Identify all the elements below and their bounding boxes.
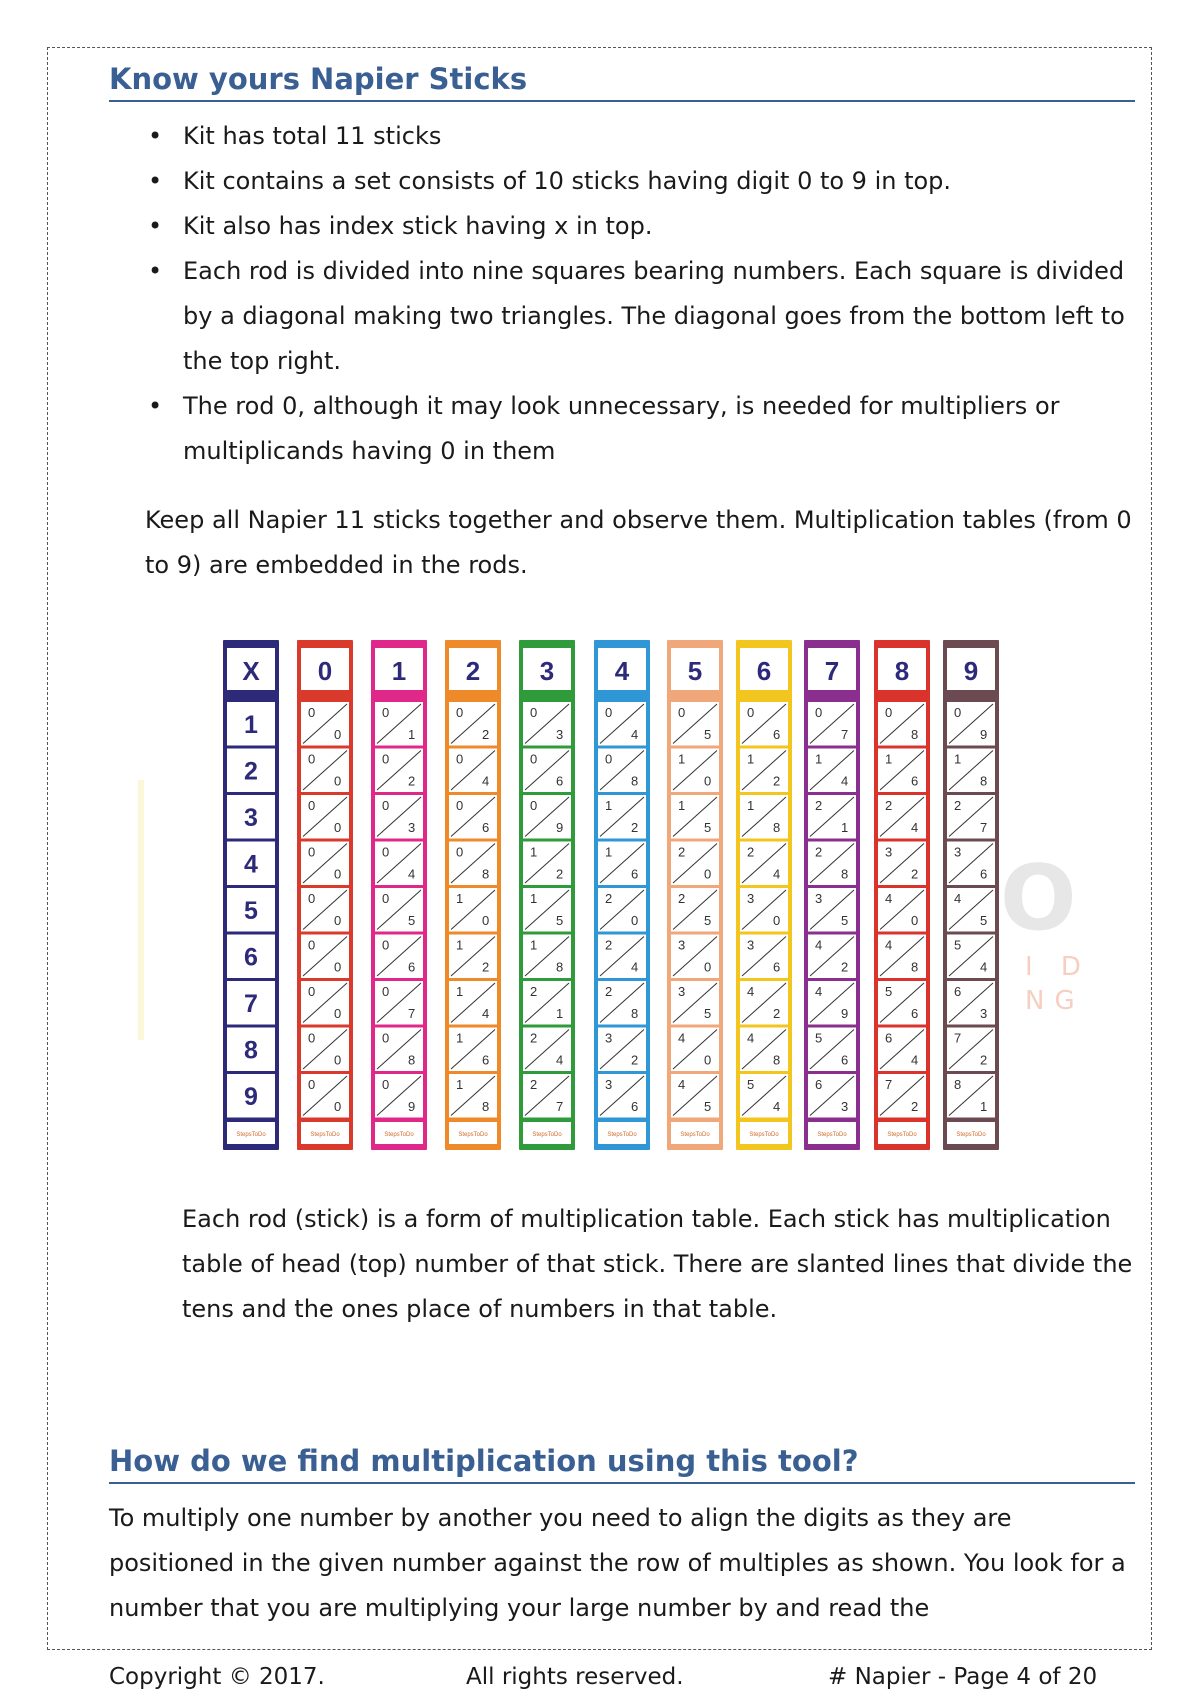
ones-digit: 8 — [911, 959, 919, 975]
ones-digit: 2 — [773, 1006, 781, 1021]
tens-digit: 4 — [815, 937, 823, 953]
tens-digit: 1 — [530, 937, 538, 953]
ones-digit: 6 — [773, 959, 781, 975]
tens-digit: 0 — [605, 751, 613, 767]
ones-digit: 1 — [841, 820, 849, 835]
tens-digit: 0 — [456, 751, 464, 767]
ones-digit: 5 — [841, 913, 849, 928]
tens-digit: 0 — [382, 937, 390, 953]
stick-logo: StepsToDo — [236, 1132, 266, 1138]
tens-digit: 8 — [954, 1077, 962, 1092]
ones-digit: 4 — [980, 959, 988, 975]
watermark-bracket — [138, 780, 184, 1040]
index-row-label: 3 — [244, 804, 258, 832]
tens-digit: 2 — [678, 891, 686, 906]
tens-digit: 0 — [954, 705, 962, 720]
tens-digit: 1 — [456, 937, 464, 953]
tens-digit: 0 — [308, 1030, 316, 1046]
tens-digit: 0 — [308, 844, 316, 860]
tens-digit: 1 — [747, 798, 755, 813]
ones-digit: 3 — [556, 727, 564, 742]
tens-digit: 0 — [885, 705, 893, 720]
watermark-line: I D — [1025, 952, 1091, 982]
tens-digit: 0 — [747, 705, 755, 720]
ones-digit: 8 — [841, 866, 849, 882]
ones-digit: 6 — [408, 959, 416, 975]
index-row-label: 2 — [244, 757, 258, 786]
ones-digit: 4 — [911, 820, 919, 835]
tens-digit: 4 — [678, 1077, 686, 1092]
tens-digit: 0 — [605, 705, 613, 720]
ones-digit: 7 — [556, 1099, 564, 1114]
index-row-label: 7 — [244, 990, 258, 1018]
stick-logo: StepsToDo — [749, 1132, 779, 1138]
tens-digit: 2 — [815, 798, 823, 813]
ones-digit: 9 — [980, 727, 988, 742]
stick-description-paragraph: Each rod (stick) is a form of multiplication table. Each stick has multiplication table of head (top) number of that stick. There are slanted lines that divide the tens and the ones place of numbers in that table. — [182, 1205, 1133, 1323]
stick-head-label: 2 — [465, 656, 481, 686]
ones-digit: 5 — [980, 913, 988, 928]
tens-digit: 0 — [815, 705, 823, 720]
ones-digit: 6 — [482, 1052, 490, 1068]
ones-digit: 3 — [408, 820, 416, 835]
ones-digit: 1 — [408, 727, 416, 742]
tens-digit: 1 — [815, 751, 823, 767]
ones-digit: 8 — [556, 959, 564, 975]
ones-digit: 2 — [911, 1099, 919, 1114]
ones-digit: 0 — [704, 959, 712, 975]
tens-digit: 1 — [678, 798, 686, 813]
tens-digit: 0 — [456, 844, 464, 860]
tens-digit: 3 — [747, 891, 755, 906]
tens-digit: 3 — [678, 984, 686, 999]
tens-digit: 3 — [605, 1077, 613, 1092]
ones-digit: 8 — [911, 727, 919, 742]
bullet-item: • The rod 0, although it may look unnecessary, is needed for multipliers or multiplicands having 0 in them — [145, 384, 1130, 474]
watermark-text — [1025, 950, 1091, 1018]
tens-digit: 0 — [382, 844, 390, 860]
watermark-line: NG — [1025, 986, 1085, 1016]
ones-digit: 6 — [482, 820, 490, 835]
tens-digit: 5 — [954, 937, 962, 953]
tens-digit: 2 — [605, 937, 613, 953]
stick-logo: StepsToDo — [458, 1132, 488, 1138]
section-heading-how-to-multiply: How do we find multiplication using this tool? — [109, 1446, 1135, 1484]
ones-digit: 2 — [773, 773, 781, 789]
tens-digit: 4 — [885, 891, 893, 906]
multiply-instructions-paragraph: To multiply one number by another you need to align the digits as they are positioned in the given number against the row of multiples as shown. You look for a number that you are multiplying your large number by and read the — [109, 1504, 1126, 1622]
ones-digit: 4 — [482, 773, 490, 789]
ones-digit: 0 — [334, 913, 342, 928]
ones-digit: 7 — [841, 727, 849, 742]
tens-digit: 3 — [954, 844, 962, 860]
stick-logo: StepsToDo — [532, 1132, 562, 1138]
index-row-label: 1 — [244, 711, 258, 739]
tens-digit: 1 — [605, 798, 613, 813]
stick-logo: StepsToDo — [887, 1132, 917, 1138]
section-heading-napier-sticks: Know yours Napier Sticks — [109, 64, 1135, 102]
kit-bullet-list — [145, 114, 1130, 474]
index-row-label: 6 — [244, 943, 258, 972]
ones-digit: 8 — [631, 1006, 639, 1021]
tens-digit: 1 — [885, 751, 893, 767]
ones-digit: 7 — [408, 1006, 416, 1021]
tens-digit: 2 — [530, 984, 538, 999]
ones-digit: 0 — [334, 866, 342, 882]
tens-digit: 0 — [382, 891, 390, 906]
footer-copyright: Copyright © 2017. — [109, 1664, 325, 1690]
tens-digit: 6 — [954, 984, 962, 999]
napier-sticks-svg — [215, 636, 1005, 1151]
tens-digit: 0 — [678, 705, 686, 720]
tens-digit: 0 — [382, 798, 390, 813]
ones-digit: 0 — [773, 913, 781, 928]
tens-digit: 1 — [456, 891, 464, 906]
tens-digit: 3 — [605, 1030, 613, 1046]
tens-digit: 4 — [747, 1030, 755, 1046]
stick-logo: StepsToDo — [817, 1132, 847, 1138]
ones-digit: 2 — [631, 820, 639, 835]
ones-digit: 5 — [704, 727, 712, 742]
tens-digit: 2 — [530, 1030, 538, 1046]
tens-digit: 1 — [530, 844, 538, 860]
ones-digit: 0 — [704, 866, 712, 882]
tens-digit: 2 — [815, 844, 823, 860]
stick-head-label: X — [242, 656, 260, 686]
ones-digit: 7 — [980, 820, 988, 835]
tens-digit: 3 — [885, 844, 893, 860]
tens-digit: 2 — [954, 798, 962, 813]
tens-digit: 0 — [530, 705, 538, 720]
ones-digit: 9 — [841, 1006, 849, 1021]
ones-digit: 2 — [911, 866, 919, 882]
ones-digit: 0 — [704, 1052, 712, 1068]
ones-digit: 0 — [704, 773, 712, 789]
tens-digit: 0 — [308, 751, 316, 767]
tens-digit: 0 — [308, 891, 316, 906]
tens-digit: 0 — [456, 798, 464, 813]
ones-digit: 5 — [556, 913, 564, 928]
tens-digit: 0 — [308, 705, 316, 720]
ones-digit: 8 — [482, 866, 490, 882]
ones-digit: 9 — [408, 1099, 416, 1114]
ones-digit: 6 — [911, 1006, 919, 1021]
tens-digit: 6 — [815, 1077, 823, 1092]
ones-digit: 6 — [631, 866, 639, 882]
ones-digit: 2 — [408, 773, 416, 789]
tens-digit: 4 — [747, 984, 755, 999]
bullet-item: • Each rod is divided into nine squares bearing numbers. Each square is divided by a diagonal making two triangles. The diagonal goes from the bottom left to the top right. — [145, 249, 1130, 384]
ones-digit: 4 — [773, 1099, 781, 1114]
index-row-label: 4 — [244, 850, 258, 879]
tens-digit: 0 — [530, 751, 538, 767]
tens-digit: 0 — [382, 1077, 390, 1092]
ones-digit: 4 — [631, 959, 639, 975]
tens-digit: 1 — [530, 891, 538, 906]
ones-digit: 1 — [556, 1006, 564, 1021]
tens-digit: 5 — [885, 984, 893, 999]
ones-digit: 8 — [482, 1099, 490, 1114]
tens-digit: 0 — [456, 705, 464, 720]
tens-digit: 0 — [308, 984, 316, 999]
observe-paragraph: Keep all Napier 11 sticks together and observe them. Multiplication tables (from 0 to 9) are embedded in the rods. — [145, 506, 1132, 579]
footer-page-number: # Napier - Page 4 of 20 — [828, 1664, 1098, 1690]
tens-digit: 7 — [954, 1030, 962, 1046]
stick-logo: StepsToDo — [680, 1132, 710, 1138]
ones-digit: 2 — [841, 959, 849, 975]
ones-digit: 5 — [704, 1099, 712, 1114]
bullet-item: • Kit also has index stick having x in top. — [145, 204, 1130, 249]
tens-digit: 4 — [954, 891, 962, 906]
tens-digit: 0 — [382, 1030, 390, 1046]
ones-digit: 4 — [911, 1052, 919, 1068]
ones-digit: 4 — [631, 727, 639, 742]
stick-logo: StepsToDo — [384, 1132, 414, 1138]
bullet-item: • Kit contains a set consists of 10 sticks having digit 0 to 9 in top. — [145, 159, 1130, 204]
tens-digit: 2 — [530, 1077, 538, 1092]
tens-digit: 7 — [885, 1077, 893, 1092]
ones-digit: 8 — [408, 1052, 416, 1068]
tens-digit: 1 — [605, 844, 613, 860]
stick-logo: StepsToDo — [310, 1132, 340, 1138]
tens-digit: 2 — [605, 891, 613, 906]
stick-head-label: 8 — [894, 656, 910, 686]
index-row-label: 8 — [244, 1036, 258, 1065]
tens-digit: 1 — [747, 751, 755, 767]
ones-digit: 0 — [334, 1099, 342, 1114]
ones-digit: 6 — [556, 773, 564, 789]
ones-digit: 0 — [334, 773, 342, 789]
ones-digit: 9 — [556, 820, 564, 835]
ones-digit: 8 — [773, 820, 781, 835]
ones-digit: 0 — [911, 913, 919, 928]
tens-digit: 3 — [678, 937, 686, 953]
ones-digit: 8 — [773, 1052, 781, 1068]
ones-digit: 4 — [556, 1052, 564, 1068]
tens-digit: 3 — [747, 937, 755, 953]
tens-digit: 0 — [308, 798, 316, 813]
stick-logo: StepsToDo — [607, 1132, 637, 1138]
stick-logo: StepsToDo — [956, 1132, 986, 1138]
stick-head-label: 6 — [756, 656, 772, 686]
ones-digit: 0 — [334, 959, 342, 975]
ones-digit: 4 — [482, 1006, 490, 1021]
tens-digit: 1 — [678, 751, 686, 767]
ones-digit: 5 — [704, 820, 712, 835]
ones-digit: 8 — [980, 773, 988, 789]
ones-digit: 6 — [773, 727, 781, 742]
tens-digit: 0 — [308, 1077, 316, 1092]
footer-rights: All rights reserved. — [466, 1664, 684, 1690]
ones-digit: 2 — [556, 866, 564, 882]
tens-digit: 1 — [456, 1030, 464, 1046]
tens-digit: 0 — [530, 798, 538, 813]
ones-digit: 0 — [334, 1006, 342, 1021]
ones-digit: 2 — [482, 727, 490, 742]
tens-digit: 2 — [678, 844, 686, 860]
napier-sticks-figure — [215, 636, 1005, 1155]
stick-head-label: 4 — [614, 656, 630, 686]
index-row-label: 9 — [244, 1083, 258, 1111]
tens-digit: 2 — [605, 984, 613, 999]
ones-digit: 0 — [334, 820, 342, 835]
ones-digit: 8 — [631, 773, 639, 789]
tens-digit: 0 — [382, 984, 390, 999]
stick-head-label: 3 — [539, 656, 555, 686]
tens-digit: 6 — [885, 1030, 893, 1046]
ones-digit: 2 — [482, 959, 490, 975]
tens-digit: 0 — [382, 751, 390, 767]
ones-digit: 6 — [980, 866, 988, 882]
ones-digit: 0 — [631, 913, 639, 928]
ones-digit: 0 — [482, 913, 490, 928]
ones-digit: 3 — [980, 1006, 988, 1021]
stick-head-label: 9 — [963, 656, 979, 686]
tens-digit: 1 — [954, 751, 962, 767]
ones-digit: 5 — [704, 913, 712, 928]
ones-digit: 5 — [408, 913, 416, 928]
watermark-letter: O — [1000, 846, 1077, 951]
tens-digit: 4 — [885, 937, 893, 953]
tens-digit: 2 — [885, 798, 893, 813]
ones-digit: 6 — [631, 1099, 639, 1114]
ones-digit: 0 — [334, 727, 342, 742]
stick-head-label: 0 — [317, 656, 333, 686]
tens-digit: 2 — [747, 844, 755, 860]
tens-digit: 1 — [456, 984, 464, 999]
ones-digit: 6 — [841, 1052, 849, 1068]
tens-digit: 0 — [382, 705, 390, 720]
tens-digit: 5 — [815, 1030, 823, 1046]
ones-digit: 5 — [704, 1006, 712, 1021]
tens-digit: 4 — [678, 1030, 686, 1046]
ones-digit: 4 — [408, 866, 416, 882]
stick-head-label: 1 — [391, 656, 407, 686]
stick-head-label: 7 — [824, 656, 840, 686]
ones-digit: 4 — [773, 866, 781, 882]
ones-digit: 2 — [631, 1052, 639, 1068]
index-row-label: 5 — [244, 897, 258, 925]
ones-digit: 6 — [911, 773, 919, 789]
tens-digit: 1 — [456, 1077, 464, 1092]
ones-digit: 0 — [334, 1052, 342, 1068]
stick-head-label: 5 — [687, 656, 703, 686]
ones-digit: 2 — [980, 1052, 988, 1068]
ones-digit: 1 — [980, 1099, 988, 1114]
tens-digit: 3 — [815, 891, 823, 906]
tens-digit: 4 — [815, 984, 823, 999]
ones-digit: 3 — [841, 1099, 849, 1114]
ones-digit: 4 — [841, 773, 849, 789]
bullet-item: • Kit has total 11 sticks — [145, 114, 1130, 159]
tens-digit: 0 — [308, 937, 316, 953]
tens-digit: 5 — [747, 1077, 755, 1092]
